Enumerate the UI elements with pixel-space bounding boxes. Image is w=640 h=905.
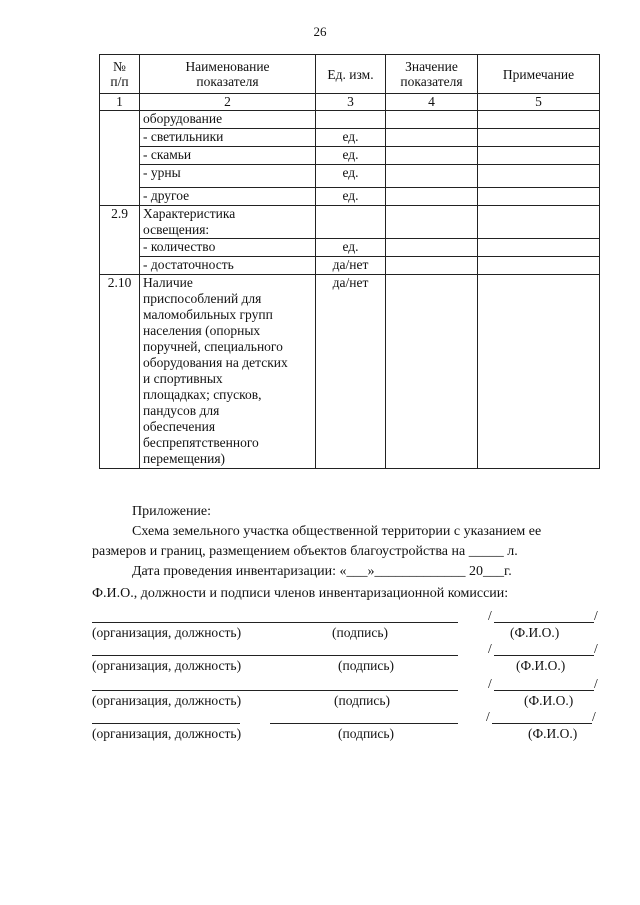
- row-value: [386, 275, 478, 469]
- fio-label: (Ф.И.О.): [510, 625, 560, 640]
- org-line: [92, 622, 270, 623]
- row-note: [478, 257, 600, 275]
- sign-line: [270, 622, 458, 623]
- fio-line: [494, 655, 594, 656]
- fio-line: [494, 622, 594, 623]
- fio-slash-right: /: [594, 676, 598, 691]
- header-name: Наименование показателя: [140, 55, 316, 94]
- row-note: [478, 239, 600, 257]
- org-line: [92, 690, 270, 691]
- fio-slash-right: /: [594, 641, 598, 656]
- org-line: [92, 655, 270, 656]
- org-label: (организация, должность): [92, 693, 242, 708]
- row-num: [100, 111, 140, 206]
- row-note: [478, 129, 600, 147]
- fio-slash-left: /: [488, 676, 492, 691]
- sign-line: [270, 690, 458, 691]
- col-number: 2: [140, 94, 316, 111]
- fio-label: (Ф.И.О.): [516, 658, 566, 673]
- table-row: [100, 239, 600, 257]
- appendix-scheme-line1: Схема земельного участка общественной территории с указанием ее: [132, 524, 542, 539]
- row-note: [478, 275, 600, 469]
- fio-line: [494, 690, 594, 691]
- row-unit: ед.: [316, 147, 386, 165]
- row-unit: [316, 206, 386, 239]
- table-row: [100, 147, 600, 165]
- row-name: оборудование: [140, 111, 316, 129]
- fio-slash-left: /: [486, 709, 490, 724]
- row-note: [478, 147, 600, 165]
- row-note: [478, 111, 600, 129]
- row-value: [386, 257, 478, 275]
- row-value: [386, 206, 478, 239]
- header-num: № п/п: [100, 55, 140, 94]
- table-row: [100, 188, 600, 206]
- row-unit: ед.: [316, 188, 386, 206]
- fio-label: (Ф.И.О.): [528, 726, 578, 741]
- row-name: - достаточность: [140, 257, 316, 275]
- sign-line: [270, 655, 458, 656]
- signature-row: [92, 641, 600, 677]
- row-value: [386, 129, 478, 147]
- row-name: Характеристика освещения:: [140, 206, 316, 239]
- sign-line: [270, 723, 458, 724]
- header-value: Значение показателя: [386, 55, 478, 94]
- row-note: [478, 206, 600, 239]
- org-label: (организация, должность): [92, 625, 242, 640]
- row-unit: [316, 111, 386, 129]
- table-row: [100, 129, 600, 147]
- row-unit: ед.: [316, 165, 386, 188]
- table-row: [100, 206, 600, 239]
- row-value: [386, 111, 478, 129]
- row-name: - урны: [140, 165, 316, 188]
- header-note: Примечание: [478, 55, 600, 94]
- appendix-date-line: Дата проведения инвентаризации: «___»_____________ 20___г.: [132, 564, 512, 579]
- row-name: - светильники: [140, 129, 316, 147]
- col-number: 1: [100, 94, 140, 111]
- org-label: (организация, должность): [92, 658, 242, 673]
- col-number: 4: [386, 94, 478, 111]
- row-name: - другое: [140, 188, 316, 206]
- sign-label: (подпись): [334, 693, 391, 708]
- header-unit: Ед. изм.: [316, 55, 386, 94]
- fio-slash-left: /: [488, 641, 492, 656]
- appendix-scheme-line2: размеров и границ, размещением объектов благоустройства на _____ л.: [92, 544, 518, 559]
- appendix-block: [92, 502, 602, 582]
- row-note: [478, 165, 600, 188]
- fio-line: [492, 723, 592, 724]
- column-number-row: [100, 94, 600, 111]
- row-unit: да/нет: [316, 275, 386, 469]
- sign-label: (подпись): [338, 658, 395, 673]
- appendix-title: Приложение:: [132, 504, 212, 519]
- row-name: Наличие приспособлений для маломобильных групп населения (опорных поручней, специального оборудования на детских и спортивных площадках; спусков, пандусов для обеспечения беспрепятственного перемещения): [140, 275, 316, 469]
- row-value: [386, 239, 478, 257]
- table-row: [100, 111, 600, 129]
- row-unit: да/нет: [316, 257, 386, 275]
- org-label: (организация, должность): [92, 726, 242, 741]
- row-note: [478, 188, 600, 206]
- row-name: - скамьи: [140, 147, 316, 165]
- col-number: 3: [316, 94, 386, 111]
- table-header-row: [100, 55, 600, 94]
- table-row: [100, 257, 600, 275]
- sign-label: (подпись): [332, 625, 389, 640]
- row-name: - количество: [140, 239, 316, 257]
- row-value: [386, 165, 478, 188]
- signature-row: [92, 608, 600, 644]
- fio-label: (Ф.И.О.): [524, 693, 574, 708]
- inventory-table: [99, 54, 600, 469]
- signature-row: [92, 709, 600, 745]
- page-number: 26: [313, 24, 327, 39]
- signatures-intro: Ф.И.О., должности и подписи членов инвентаризационной комиссии:: [92, 586, 509, 601]
- sign-label: (подпись): [338, 726, 395, 741]
- fio-slash-right: /: [592, 709, 596, 724]
- col-number: 5: [478, 94, 600, 111]
- signature-row: [92, 676, 600, 712]
- row-unit: ед.: [316, 129, 386, 147]
- fio-slash-right: /: [594, 608, 598, 623]
- table-row: [100, 275, 600, 469]
- row-value: [386, 188, 478, 206]
- fio-slash-left: /: [488, 608, 492, 623]
- row-unit: ед.: [316, 239, 386, 257]
- row-value: [386, 147, 478, 165]
- row-num: 2.10: [100, 275, 140, 469]
- row-num: 2.9: [100, 206, 140, 275]
- table-row: [100, 165, 600, 188]
- org-line: [92, 723, 240, 724]
